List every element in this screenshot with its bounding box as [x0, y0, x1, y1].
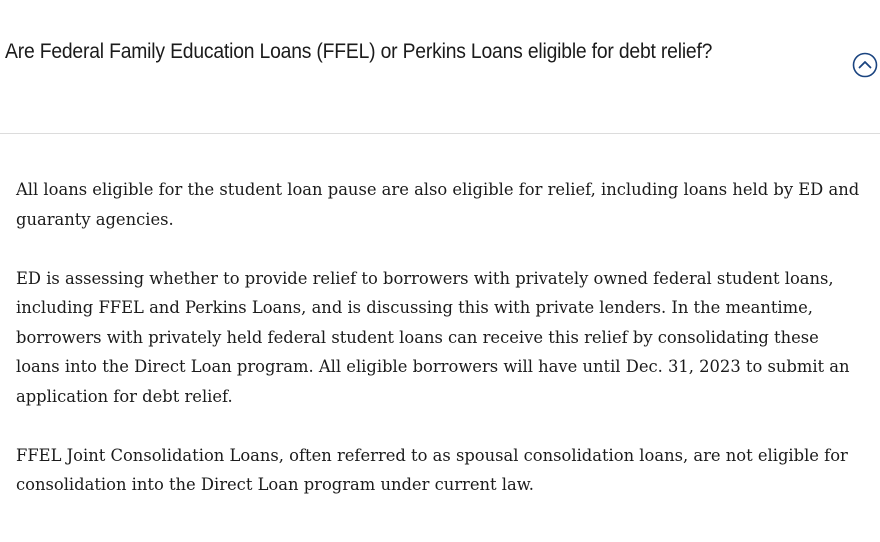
faq-answer — [16, 176, 866, 530]
answer-paragraph: All loans eligible for the student loan pause are also eligible for relief, including loans held by ED and guaranty agencies. — [16, 180, 860, 230]
answer-paragraph: ED is assessing whether to provide relief to borrowers with privately owned federal student loans, including FFEL and Perkins Loans, and is discussing this with private lenders. In the meantime, borrowers with privately held federal student loans can receive this relief by consolidating these loans into the Direct Loan program. All eligible borrowers will have until Dec. 31, 2023 to submit an application for debt relief. — [16, 268, 850, 407]
chevron-up-circle-icon[interactable] — [852, 52, 878, 78]
faq-question[interactable]: Are Federal Family Education Loans (FFEL) or Perkins Loans eligible for debt relief? — [5, 40, 713, 63]
accordion-header[interactable] — [0, 0, 880, 134]
answer-paragraph: FFEL Joint Consolidation Loans, often referred to as spousal consolidation loans, are not eligible for consolidation into the Direct Loan program under current law. — [16, 445, 848, 495]
